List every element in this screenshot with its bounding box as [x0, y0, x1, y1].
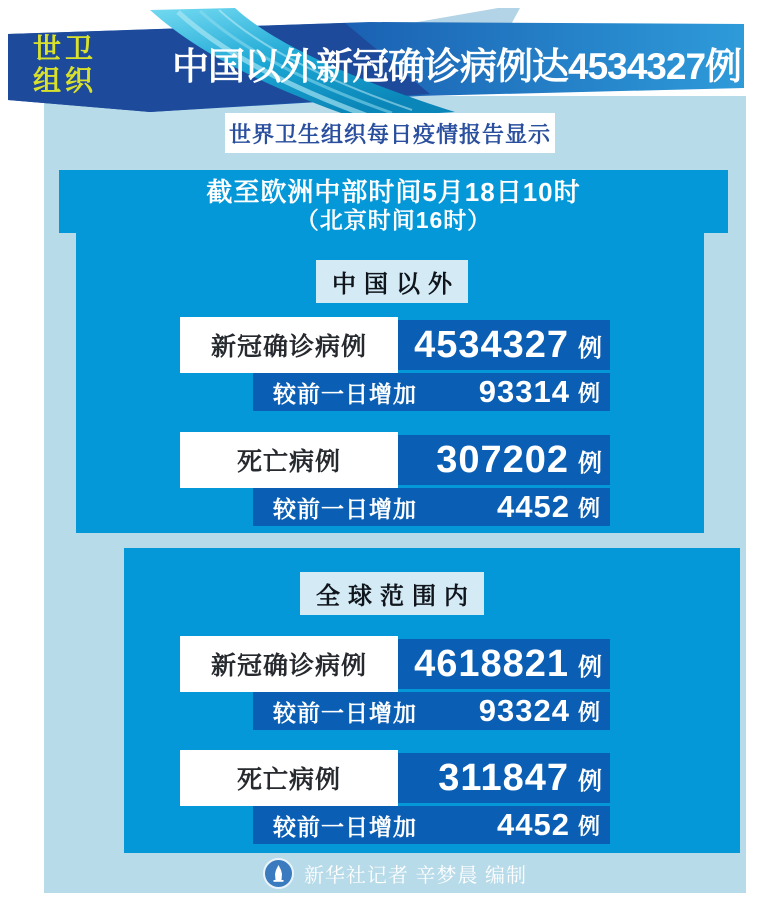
- subrow-label: 较前一日增加: [273, 813, 417, 840]
- xinhua-emblem-icon: [263, 858, 294, 889]
- stat-label: 死亡病例: [180, 750, 398, 806]
- report-time-line2: （北京时间16时）: [295, 207, 492, 233]
- subrow-unit: 例: [577, 495, 600, 521]
- subrow-label: 较前一日增加: [273, 380, 417, 407]
- stat-label: 新冠确诊病例: [180, 317, 398, 373]
- stat-unit: 例: [578, 449, 602, 477]
- stat-value: 311847: [438, 756, 569, 799]
- subrow-value: 4452: [497, 489, 570, 524]
- stat-value: 4618821: [414, 642, 569, 685]
- subrow-label: 较前一日增加: [273, 699, 417, 726]
- subrow-unit: 例: [577, 699, 600, 725]
- stat-rows: [180, 636, 610, 844]
- who-badge: [33, 33, 97, 97]
- who-badge-line2: 组织: [33, 65, 98, 96]
- subrow-value: 93324: [478, 693, 570, 728]
- subrow-value: 93314: [478, 374, 570, 409]
- subrow-unit: 例: [577, 813, 600, 839]
- stat-value: 4534327: [414, 323, 569, 366]
- stat-row-confirmed: [180, 636, 610, 692]
- stat-subrow-daily-increase: [253, 373, 610, 411]
- section-label-global: 全球范围内: [300, 572, 484, 615]
- subrow-number: [497, 489, 600, 525]
- stat-subrow-daily-increase: [253, 488, 610, 526]
- stat-unit: 例: [578, 767, 602, 795]
- stat-number: [414, 639, 602, 689]
- subrow-number: [479, 693, 600, 729]
- stat-subrow-daily-increase: [253, 806, 610, 844]
- section-global: [124, 548, 740, 853]
- stat-value: 307202: [436, 438, 569, 481]
- footer-credit: [44, 856, 746, 890]
- stat-row-confirmed: [180, 317, 610, 373]
- stat-row-deaths: [180, 750, 610, 806]
- row-gap: [180, 730, 610, 750]
- who-badge-line1: 世卫: [33, 33, 98, 64]
- stat-label: 新冠确诊病例: [180, 636, 398, 692]
- section-label-outside-china: 中国以外: [316, 260, 468, 303]
- stat-label: 死亡病例: [180, 432, 398, 488]
- stat-row-deaths: [180, 432, 610, 488]
- credit-text: 新华社记者 辛梦晨 编制: [303, 864, 528, 887]
- stat-number: [438, 753, 602, 803]
- headline-title: 中国以外新冠确诊病例达4534327例: [172, 46, 742, 87]
- subrow-value: 4452: [497, 807, 570, 842]
- stat-subrow-daily-increase: [253, 692, 610, 730]
- stat-unit: 例: [578, 334, 602, 362]
- row-gap: [180, 411, 610, 432]
- subrow-label: 较前一日增加: [273, 495, 417, 522]
- subrow-number: [497, 807, 600, 843]
- section-outside-china: [76, 233, 704, 533]
- subtitle-text: 世界卫生组织每日疫情报告显示: [228, 121, 551, 147]
- report-time-line1: 截至欧洲中部时间5月18日10时: [206, 177, 581, 207]
- subrow-unit: 例: [577, 380, 600, 406]
- report-time-band: [59, 170, 728, 233]
- stat-number: [436, 435, 602, 485]
- stat-unit: 例: [578, 653, 602, 681]
- subrow-number: [479, 374, 600, 410]
- subtitle-box: [225, 113, 555, 153]
- stat-number: [414, 320, 602, 370]
- stat-rows: [180, 317, 610, 526]
